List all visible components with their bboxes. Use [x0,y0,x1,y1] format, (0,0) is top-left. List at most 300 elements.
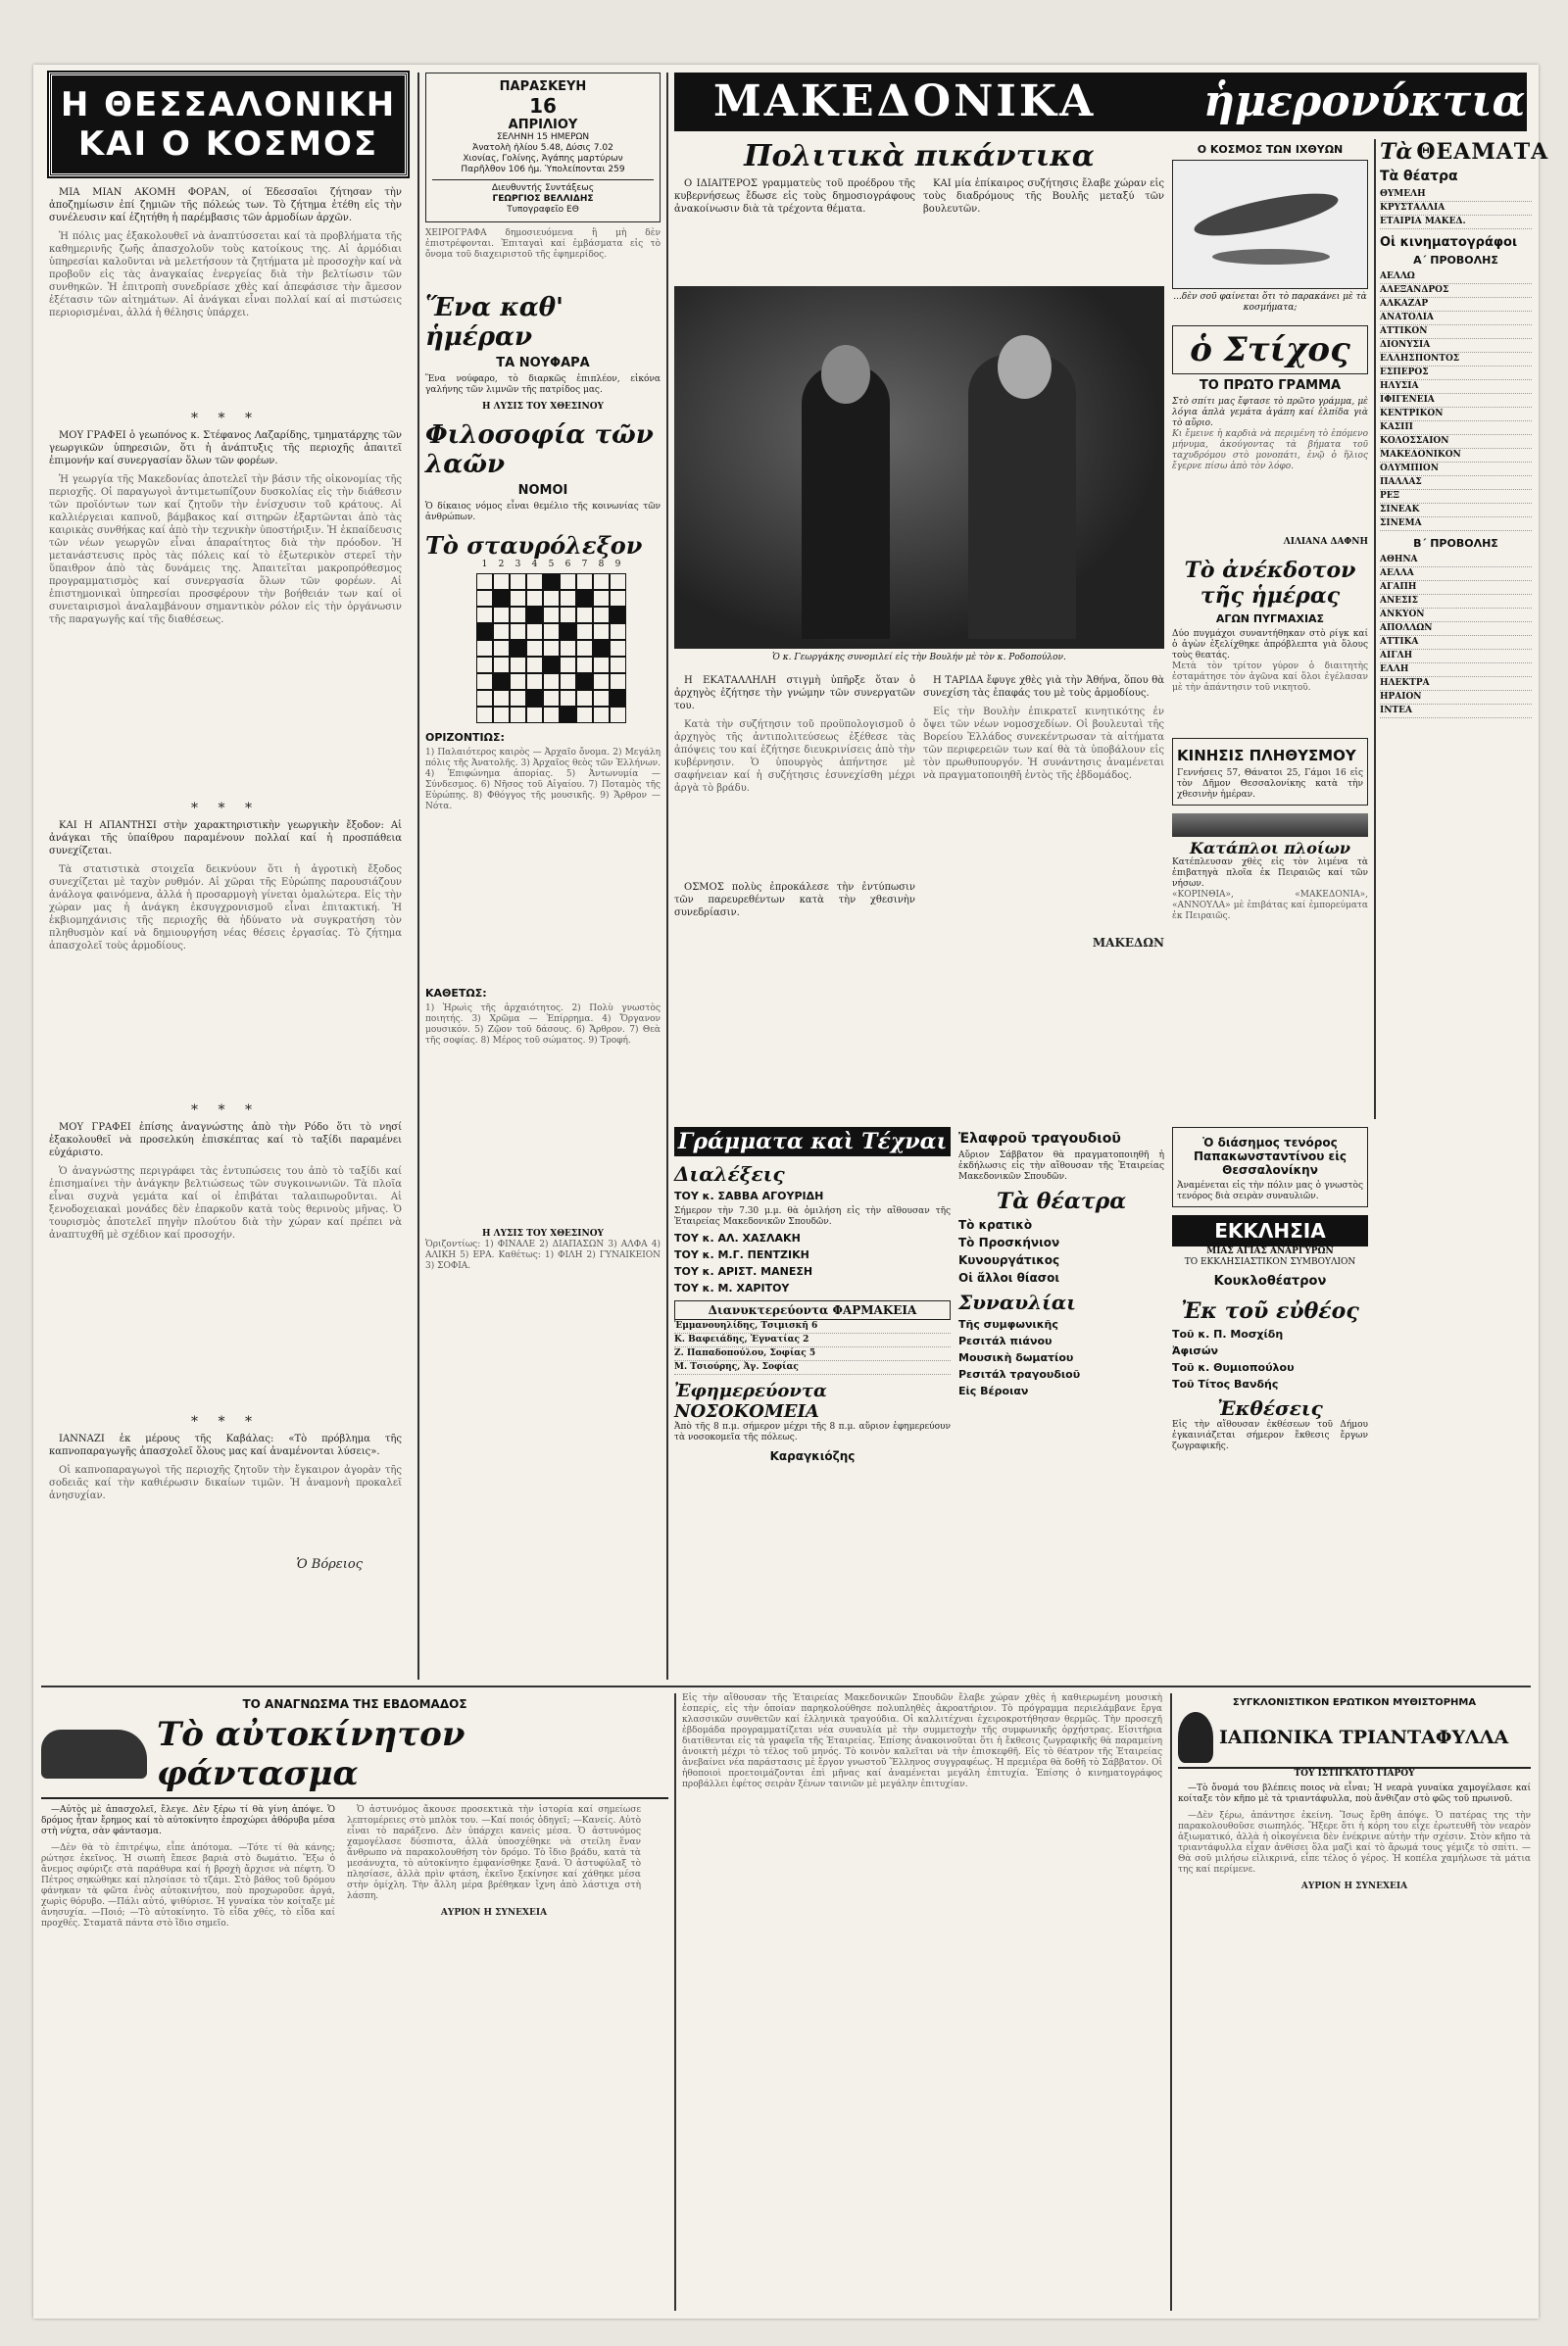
novel-1-filler: Ὁ ἀστυνόμος ἄκουσε προσεκτικὰ τὴν ἱστορία καί σημείωσε λεπτομέρειες στὸ μπλὸκ του. —Καί ποιός ὁδηγεῖ; —Κανείς. Αὐτὸ εἶναι τὸ παράξενο. Δὲν ὑπάρχει κανεὶς μέσα. Ὁ ἀστυνόμος χαμογέλασε δύσπιστα, ἀλλὰ ὑποσχέθηκε νὰ στείλη ἕναν ἄνθρωπο νὰ παρακολουθήση τὸν δρόμο. Τὸ ἴδιο βράδυ, κατὰ τὰ μεσάνυχτα, τὸ αὐτοκίνητο ἐμφανίσθηκε ξανά. Ὁ ἀστυφύλαξ τὸ πλησίασε, ἀλλὰ πρὶν φτάση, ἐκεῖνο ξεκίνησε καί χάθηκε μέσα στὴν ὁμίχλη. Τὴν ἄλλη μέρα βρέθηκαν ἴχνη ἀπὸ λάστιχα στὴ λάσπη. [347,1805,641,1901]
philosophy-section [425,420,661,523]
direct-sub3: Τοῦ κ. Θυμιοπούλου [1172,1361,1295,1374]
editor-title: Διευθυντής Συντάξεως [491,183,595,193]
left-filler-text: Ἡ πόλις μας ἐξακολουθεῖ νὰ ἀναπτύσσεται καί τὰ προβλήματα τῆς καθημερινῆς ζωῆς ἀπασχολοῦν τοὺς κατοίκους της. Αἱ ἀρμόδιαι ὑπηρεσίαι καλοῦνται νὰ μελετήσουν τὰ ζητήματα μὲ προσοχὴν καί νὰ προβοῦν εἰς τὰς ἀναγκαίας ἐνεργείας διὰ τὴν βελτίωσιν τῶν συνθηκῶν. Ἡ ἐπιτροπὴ συνεδρίασε χθὲς καί ἀπεφάσισε τὴν ἄμεσον ἐξέτασιν τῶν αἰτημάτων. Αἱ ἀνάγκαι εἶναι πολλαί καί αἱ πιστώσεις περιορισμέναι, ἀλλά ἡ θέλησις ὑπάρχει. [49,231,402,318]
crossword-cell [510,573,526,590]
theatre-list [1380,188,1532,229]
recital2-title: Ρεσιτάλ τραγουδιοῦ [958,1368,1081,1381]
cinema-item: ΚΑΣΙΠ [1380,421,1532,435]
crossword-cell [543,640,560,657]
politika-paragraph: ΟΣΜΟΣ πολὺς ἐπροκάλεσε τὴν ἐντύπωσιν τῶν παρευρεθέντων κατὰ τὴν χθεσινὴν συνεδρίασιν. [674,882,915,918]
notice-text: ΧΕΙΡΟΓΡΑΦΑ δημοσιευόμενα ἢ μὴ δὲν ἐπιστρέφονται. Ἐπιταγαὶ καί ἐμβάσματα εἰς τὸ ὄνομα τοῦ διαχειριστοῦ τῆς ἐφημερίδος. [425,228,661,260]
cinema-item: ΙΝΤΕΑ [1380,705,1532,718]
cinema-item: ΠΑΛΛΑΣ [1380,476,1532,490]
crossword-cell [593,707,610,723]
crossword-grid [476,573,626,723]
crossword-cell [510,607,526,623]
cinema-item: ΑΕΛΛΑ [1380,567,1532,581]
second-run-heading: Β΄ ΠΡΟΒΟΛΗΣ [1413,537,1498,550]
crossword-cell [543,707,560,723]
banner-part-1: ΜΑΚΕΔΟΝΙΚΑ [713,76,1097,126]
crossword-black-cell [543,657,560,673]
left-filler-text: Τὰ στατιστικὰ στοιχεῖα δεικνύουν ὅτι ἡ ἀγροτικὴ ἔξοδος συνεχίζεται μὲ ταχὺν ρυθμόν. Αἱ χῶραι τῆς Εὐρώπης παρουσιάζουν ἀνάλογα φαινόμενα, ἀλλά ἡ προσαρμογὴ γίνεται ὁμαλώτερα. Εἰς τὴν χώραν μας ἡ ἀνάγκη ἐκσυγχρονισμοῦ εἶναι ἐπιτακτική. Ἡ ἐκβιομηχάνισις τῆς περιοχῆς θὰ ἠδύνατο νὰ συγκρατήση τὸν πληθυσμὸν καί νὰ δημιουργήση νέας θέσεις ἐργασίας. Τὸ ζήτημα ἀπασχολεῖ τοὺς ἀρμοδίους. [49,864,402,952]
date-box [425,73,661,222]
crossword-cell [476,640,493,657]
direct-sub4: Τοῦ Τίτος Βανδής [1172,1378,1279,1391]
left-filler-text: Ἡ γεωργία τῆς Μακεδονίας ἀποτελεῖ τὴν βάσιν τῆς οἰκονομίας τῆς περιοχῆς. Οἱ παραγωγοὶ ἀντιμετωπίζουν δυσκολίας εἰς τὴν διάθεσιν τῶν προϊόντων των καί ζητοῦν τὴν ἐνίσχυσιν τοῦ κράτους. Αἱ καλλιέργειαι καπνοῦ, βάμβακος καί σιτηρῶν ἐξαρτῶνται ἀπὸ τὰς καιρικὰς συνθήκας καί ἀπὸ τὴν τεχνικὴν ὑποστήριξιν. Ἡ ἐκπαίδευσις τῶν νέων γεωργῶν εἶναι ἀπαραίτητος διὰ τὴν πρόοδον. Ἡ μετανάστευσις πρὸς τὰς πόλεις καί τὸ ἐξωτερικὸν στερεῖ τὴν ὕπαιθρον ἀπὸ τὰς δυνάμεις της. Ἀπαιτεῖται μακροπρόθεσμος προγραμματισμὸς καί συνεργασία ὅλων τῶν φορέων. Αἱ ἐπιστημονικαὶ ὑπηρεσίαι προσφέρουν τὴν βοήθειάν των καί οἱ συνεταιρισμοὶ ἀναλαμβάνουν σημαντικὸν ρόλον εἰς τὴν ὀργάνωσιν τῆς παραγωγῆς καί τῆς διαθέσεως. [49,474,402,625]
date-day: ΠΑΡΑΣΚΕΥΗ [499,79,587,94]
newspaper-page [33,65,1549,2319]
section-rule [41,1686,1531,1687]
down-label: ΚΑΘΕΤΩΣ: [425,987,487,1000]
date-month: ΑΠΡΙΛΙΟΥ [508,118,578,132]
photo-head-left [821,345,870,404]
novel-1-title: Τὸ αὐτοκίνητον φάντασμα [156,1715,466,1793]
lecture-text: Σήμερον τὴν 7.30 μ.μ. θὰ ὁμιλήση εἰς τὴν αἴθουσαν τῆς Ἑταιρείας Μακεδονικῶν Σπουδῶν. [674,1206,951,1227]
crossword-cell [576,657,593,673]
novel-2-body [1178,1784,1531,2293]
movement-title: ΚΙΝΗΣΙΣ ΠΛΗΘΥΣΜΟΥ [1177,747,1356,764]
theatre-heading: Τὰ θέατρα [1380,169,1458,184]
crossword-black-cell [610,607,626,623]
exhibitions-title: Ἐκθέσεις [1217,1396,1323,1420]
header-line-2: ΚΑΙ Ο ΚΟΣΜΟΣ [77,124,379,164]
stichos-subtitle: ΤΟ ΠΡΩΤΟ ΓΡΑΜΜΑ [1199,378,1342,393]
crossword-cell [526,673,543,690]
crossword-black-cell [576,673,593,690]
crossword-black-cell [493,590,510,607]
recital1-title: Ρεσιτάλ πιάνου [958,1335,1053,1347]
crossword-cell [526,623,543,640]
crossword-cell [576,623,593,640]
crossword-cell [476,573,493,590]
daily-text: Ἕνα νούφαρο, τὸ διαρκῶς ἐπιπλέον, εἰκόνα γαλήνης τῶν λιμνῶν τῆς πατρίδος μας. [425,374,661,395]
date-moon: ΣΕΛΗΝΗ 15 ΗΜΕΡΩΝ [496,132,590,142]
cinema-item: ΑΕΛΛΩ [1380,270,1532,284]
pharmacy-item: Ἐμμανουηλίδης, Τσιμισκῆ 6 [674,1320,951,1334]
crossword-cell [610,590,626,607]
daily-column [425,293,661,413]
pharmacy-list [674,1320,951,1375]
crossword-cell [610,673,626,690]
theamata-section [1380,139,1549,1609]
crossword-cell [560,673,576,690]
second-run-list [1380,554,1532,718]
crossword-cell [593,623,610,640]
left-filler-text: Ὁ ἀναγνώστης περιγράφει τὰς ἐντυπώσεις του ἀπὸ τὸ ταξίδι καί ἐπισημαίνει τὴν ἀνάγκην βελτιώσεως τῶν συγκοινωνιῶν. Τὰ πλοῖα εἶναι συχνὰ γεμάτα καί οἱ ἐπιβάται ταλαιπωροῦνται. Αἱ ξενοδοχειακαὶ μονάδες δὲν ἐπαρκοῦν κατὰ τοὺς θερινοὺς μῆνας. Ὁ τουρισμὸς ἀποτελεῖ πηγὴν πλούτου διὰ τὴν χώραν καί πρέπει νὰ ἀναπτυχθῆ μὲ σχέδιον καί προσοχήν. [49,1166,402,1241]
crossword-cell [493,657,510,673]
crossword-cell [560,590,576,607]
fish-cartoon [1172,160,1368,289]
novel-2-tomorrow: ΑΥΡΙΟΝ Η ΣΥΝΕΧΕΙΑ [1300,1882,1408,1891]
crossword-cell [476,590,493,607]
movement-text: Γεννήσεις 57, Θάνατοι 25, Γάμοι 16 εἰς τὸν Δῆμον Θεσσαλονίκης κατὰ τὴν χθεσινὴν ἡμέραν. [1177,768,1363,800]
date-remaining: Παρῆλθον 106 ἡμ. Ὑπολείπονται 259 [461,165,625,174]
crossword-cell [526,657,543,673]
daily-solution: Η ΛΥΣΙΣ ΤΟΥ ΧΘΕΣΙΝΟΥ [482,402,604,412]
crossword-cell [476,690,493,707]
cinema-list [1380,270,1532,531]
crossword-cell [510,673,526,690]
column-rule [1170,1693,1172,2311]
crossword-cell [543,690,560,707]
crossword-black-cell [526,607,543,623]
crossword-cell [476,657,493,673]
church-line2: ΤΟ ΕΚΚΛΗΣΙΑΣΤΙΚΟΝ ΣΥΜΒΟΥΛΙΟΝ [1184,1257,1356,1267]
left-signature: Ὁ Βόρειος [296,1557,363,1572]
crossword-cell [493,640,510,657]
crossword-cell [610,623,626,640]
crossword-black-cell [493,673,510,690]
daily-subtitle: ΤΑ ΝΟΥΦΑΡΑ [496,356,590,370]
letters-title: Γράμματα καὶ Τέχναι [674,1127,951,1156]
thessaloniki-header [49,73,408,176]
crossword-number: 7 [581,560,588,569]
music-title: Ἐλαφροῦ τραγουδιοῦ [958,1131,1121,1147]
across-label: ΟΡΙΖΟΝΤΙΩΣ: [425,731,505,744]
hospitals-title: Ἐφημερεύοντα ΝΟΣΟΚΟΜΕΙΑ [674,1381,827,1422]
crossword-cell [593,573,610,590]
novel-1-tomorrow: ΑΥΡΙΟΝ Η ΣΥΝΕΧΕΙΑ [440,1908,548,1918]
theamata-prefix: Τὰ [1380,139,1413,165]
crossword-cell [610,640,626,657]
music-theatre-title: Τὰ θέατρα [996,1189,1127,1214]
crossword-cell [510,690,526,707]
crossword-cell [593,590,610,607]
fish-title: Ο ΚΟΣΜΟΣ ΤΩΝ ΙΧΘΥΩΝ [1197,143,1344,156]
crossword-title: Τὸ σταυρόλεξον [425,531,643,560]
proskinio-title: Τὸ Προσκήνιον [958,1236,1060,1249]
crossword-cell [493,707,510,723]
crossword-cell [576,607,593,623]
cinema-item: ΡΕΞ [1380,490,1532,504]
church-subtitle: ΜΙΑΣ ΑΓΙΑΣ ΑΝΑΡΓΥΡΩΝ [1206,1246,1334,1256]
cinema-item: ΚΕΝΤΡΙΚΟΝ [1380,408,1532,421]
crossword-cell [526,590,543,607]
philosophy-title: Φιλοσοφία τῶν λαῶν [425,420,654,479]
cinema-item: ΑΘΗΝΑ [1380,554,1532,567]
karagiozis-title: Καραγκιόζης [769,1449,856,1463]
novel-1-section [41,1693,668,2311]
politika-filler: Κατὰ τὴν συζήτησιν τοῦ προϋπολογισμοῦ ὁ ἀρχηγὸς τῆς ἀντιπολιτεύσεως ἐξέθεσε τὰς ἀπόψεις του καί ἐζήτησε διευκρινίσεις ἀπὸ τὴν κυβέρνησιν. Ὁ ὑπουργὸς ἀπήντησε μὲ σαφήνειαν καί ἡ συζήτησις ἐσυνεχίσθη μέχρι ἀργὰ τὸ βράδυ. [674,719,915,794]
crossword-section [425,531,661,1308]
cinema-item: ΕΛΛΗΣΠΟΝΤΟΣ [1380,353,1532,367]
novel-2-filler: —Δὲν ξέρω, ἀπάντησε ἐκείνη. Ἴσως ἔρθη ἀπόψε. Ὁ πατέρας της τὴν παρακολουθοῦσε σιωπηλός. Ἤξερε ὅτι ἡ κόρη του εἶχε ἐρωτευθῆ τὸν νεαρὸν ἀξιωματικό, ἀλλὰ ἡ οἰκογένεια δὲν ἐνέκρινε αὐτὴν τὴν σχέσιν. Στὸν κῆπο τὰ τριαντάφυλλα εἶχαν ἀνθίσει ὅλα μαζὶ καί τὸ ἄρωμά τους γέμιζε τὸ σπίτι. —Θὰ σοῦ μιλήσω εἰλικρινά, εἶπε τέλος ὁ γέρος. Ἡ κοπέλα χαμήλωσε τὰ μάτια της καί περίμενε. [1178,1811,1531,1875]
cinema-item: ΗΛΕΚΤΡΑ [1380,677,1532,691]
crossword-cell [576,640,593,657]
cinema-item: ΑΝΑΤΟΛΙΑ [1380,312,1532,325]
crossword-cell [476,607,493,623]
crossword-cell [510,590,526,607]
lecture-2: ΤΟΥ κ. ΑΛ. ΧΑΣΛΑΚΗ [674,1232,801,1245]
middle-bottom-section [682,1693,1162,2311]
pharmacy-item: Κ. Βαφειάδης, Ἐγνατίας 2 [674,1334,951,1347]
stichos-header [1172,325,1368,374]
car-icon [41,1730,147,1779]
novel-1-col-b [347,1805,641,2334]
tenor-title: Ὁ διάσημος τενόρος Παπακωνσταντίνου εἰς Θεσσαλονίκην [1193,1136,1348,1177]
separator-stars: * * * [191,411,260,426]
crossword-cell [493,623,510,640]
politika-section [674,139,1164,1119]
crossword-cell [576,573,593,590]
lecture-3: ΤΟΥ κ. Μ.Γ. ΠΕΝΤΖΙΚΗ [674,1248,809,1261]
lecture-4: ΤΟΥ κ. ΑΡΙΣΤ. ΜΑΝΕΣΗ [674,1265,813,1278]
crossword-numbers [476,560,661,573]
ships-title: Κατάπλοι πλοίων [1190,839,1350,857]
politika-paragraph: Η ΕΚΑΤΑΛΛΗΛΗ στιγμὴ ὑπῆρξε ὅταν ὁ ἀρχηγὸς ἐζήτησε τὴν γνώμην τῶν συνεργατῶν του. [674,675,915,711]
cinema-item: ΑΝΚΥΟΝ [1380,609,1532,622]
crossword-cell [526,573,543,590]
crossword-number: 5 [548,560,555,569]
cinema-item: ΑΤΤΙΚΑ [1380,636,1532,650]
photo-head-right [998,335,1052,399]
novel-2-title: ΙΑΠΩΝΙΚΑ ΤΡΙΑΝΤΑΦΥΛΛΑ [1219,1727,1509,1748]
middle-bottom-text: Εἰς τὴν αἴθουσαν τῆς Ἑταιρείας Μακεδονικῶν Σπουδῶν ἔλαβε χώραν χθὲς ἡ καθιερωμένη μουσικὴ ἑσπερίς, εἰς τὴν ὁποίαν παρηκολούθησε πολυπληθὲς ἀκροατήριον. Τὸ πρόγραμμα περιελάμβανε ἔργα κλασσικῶν συνθετῶν καί ἑλληνικὰ τραγούδια. Οἱ καλλιτέχναι ἐχειροκροτήθησαν θερμῶς. Τὴν προσεχῆ ἑβδομάδα προγραμματίζεται νέα συναυλία μὲ τὴν συμμετοχὴν τῆς συμφωνικῆς ὀρχήστρας. Εἰσιτήρια διατίθενται εἰς τὰ γραφεῖα τῆς Ἑταιρείας. Ἐπίσης ἀνακοινοῦται ὅτι ἡ ἔκθεσις ζωγραφικῆς θὰ παραμείνη ἀνοικτὴ μέχρι τὸ τέλος τοῦ μηνός. Τὸ κοινὸν καλεῖται νὰ τὴν ἐπισκεφθῆ. Εἰς τὸ θέατρον τῆς Ἑταιρείας ἀνεβαίνει νέα παράστασις μὲ ἔργον γνωστοῦ Ἕλληνος συγγραφέως. Ἡ πρεμιέρα θὰ δοθῆ τὸ Σάββατον. Οἱ ἠθοποιοὶ προετοιμάζονται ἐπὶ μῆνας καί ἀναμένεται μεγάλη ἐπιτυχία. Ἐπίσης ὁ κινηματογράφος προβάλλει ἐφέτος σειρὰν ξένων ταινιῶν μὲ μεγάλην ἐπιτυχίαν. [682,1693,1162,1789]
left-column [41,73,410,1680]
crossword-number: 6 [564,560,571,569]
crossword-cell [560,607,576,623]
header-line-1: Η ΘΕΣΣΑΛΟΝΙΚΗ [60,85,397,124]
kratiko-title: Τὸ κρατικὸ [958,1218,1033,1232]
crossword-black-cell [543,573,560,590]
crossword-cell [510,707,526,723]
crossword-number: 3 [514,560,521,569]
philosophy-subtitle: ΝΟΜΟΙ [517,483,568,498]
crossword-cell [543,607,560,623]
stichos-filler: Κι ἔμεινε ἡ καρδιὰ νὰ περιμένη τὸ ἑπόμενο μήνυμα, ἀκούγοντας τὰ βήματα τοῦ ταχυδρόμου στὸ μονοπάτι, ἐνῷ ὁ ἥλιος ἔγερνε πίσω ἀπὸ τὸν λόφο. [1172,429,1368,471]
music-text: Αὔριον Σάββατον θὰ πραγματοποιηθῆ ἡ ἐκδήλωσις εἰς τὴν αἴθουσαν τῆς Ἑταιρείας Μακεδονικῶν Σπουδῶν. [958,1150,1164,1182]
politika-col-b [923,674,1164,950]
cinema-item: ΑΤΤΙΚΟΝ [1380,325,1532,339]
fish-shape [1212,249,1330,265]
crossword-clues-down: 1) Ἡρωὶς τῆς ἀρχαιότητος. 2) Πολὺ γνωστὸς ποιητής. 3) Χρῶμα — Ἐπίρρημα. 4) Ὄργανον μουσικόν. 5) Ζῷον τοῦ δάσους. 6) Ἄρθρον. 7) Θεὰ τῆς σοφίας. 8) Μέρος τοῦ σώματος. 9) Τροφή. [425,1003,661,1046]
tenor-text: Ἀναμένεται εἰς τὴν πόλιν μας ὁ γνωστὸς τενόρος διὰ σειρὰν συναυλιῶν. [1177,1181,1363,1201]
crossword-cell [593,657,610,673]
philosophy-text: Ὁ δίκαιος νόμος εἶναι θεμέλιο τῆς κοινωνίας τῶν ἀνθρώπων. [425,502,661,522]
politika-title: Πολιτικὰ πικάντικα [744,139,1095,173]
left-paragraph: ΜΟΥ ΓΡΑΦΕΙ ἐπίσης ἀναγνώστης ἀπὸ τὴν Ρόδο ὅτι τὸ νησί ἐξακολουθεῖ νὰ προσελκύη ἐπισκέπτας καί τὸ ταξίδι παραμένει εὐχάριστο. [49,1122,402,1158]
crossword-cell [476,707,493,723]
politika-filler: Εἰς τὴν Βουλὴν ἐπικρατεῖ κινητικότης ἐν ὄψει τῶν νέων νομοσχεδίων. Οἱ βουλευταὶ τῆς Βορείου Ἑλλάδος συνεκέντρωσαν τὰ αἰτήματα τῶν περιφερειῶν των καί θὰ τὰ ὑποβάλουν εἰς τὸν πρωθυπουργόν. Ἡ συνάντησις ἀναμένεται νὰ πραγματοποιηθῆ ἐντὸς τῆς ἑβδομάδος. [923,707,1164,781]
crossword-black-cell [593,640,610,657]
crossword-cell [543,623,560,640]
novel-2-byline: ΤΟΥ ΙΣΤΙΓΚΑΤΟ ΓΙΑΡΟΥ [1294,1769,1415,1779]
date-number: 16 [529,94,557,118]
tenor-box [1172,1127,1368,1207]
cinema-item: ΕΛΛΗ [1380,663,1532,677]
separator-stars: * * * [191,1414,260,1430]
cinema-item: ΗΛΥΣΙΑ [1380,380,1532,394]
left-paragraph: ΙΑΝΝΑΖΙ ἐκ μέρους τῆς Καβάλας: «Τὸ πρόβλημα τῆς καπνοπαραγωγῆς ἀπασχολεῖ ὅλους μας καί ἀναμένονται λύσεις». [49,1434,402,1457]
separator-stars: * * * [191,1102,260,1118]
cinema-item: ΑΝΕΣΙΣ [1380,595,1532,609]
cinema-item: ΕΣΠΕΡΟΣ [1380,367,1532,380]
cinema-heading: Οἱ κινηματογράφοι [1380,235,1518,250]
crossword-number: 8 [598,560,605,569]
crossword-cell [493,690,510,707]
church-title: ΕΚΚΛΗΣΙΑ [1172,1215,1368,1246]
column-rule [417,73,419,1680]
crossword-cell [610,657,626,673]
lectures-title: Διαλέξεις [674,1162,785,1186]
crossword-black-cell [560,707,576,723]
politika-paragraph: Η ΤΑΡΙΔΑ ἔφυγε χθὲς γιὰ τὴν Ἀθήνα, ὅπου θὰ συνεχίση τὰς ἐπαφάς του μὲ τοὺς ἁρμοδίους. [923,675,1164,699]
separator-stars: * * * [191,801,260,816]
crossword-black-cell [560,623,576,640]
crossword-cell [543,673,560,690]
cinema-item: ΔΙΟΝΥΣΙΑ [1380,339,1532,353]
cinema-item: ΜΑΚΕΔΟΝΙΚΟΝ [1380,449,1532,463]
crossword-cell [526,707,543,723]
crossword-cell [510,657,526,673]
crossword-cell [593,607,610,623]
symphony-title: Τῆς συμφωνικῆς [958,1318,1058,1331]
novel-1-text: —Αὐτὸς μὲ ἀπασχολεῖ, ἔλεγε. Δὲν ξέρω τί θὰ γίνη ἀπόψε. Ὁ δρόμος ἦταν ἔρημος καί τὸ αὐτοκίνητο ἐπροχώρει ἀθόρυβα μέσα στὴ νύχτα, σὰν φάντασμα. [41,1805,335,1836]
movement-section [1172,738,1368,806]
photo-figure-left [802,365,890,639]
crossword-black-cell [510,640,526,657]
anecdote-subtitle: ΑΓΩΝ ΠΥΓΜΑΧΙΑΣ [1215,612,1325,625]
crossword-number: 1 [481,560,488,569]
stichos-text: Στὸ σπίτι μας ἔφτασε τὸ πρῶτο γράμμα, μὲ λόγια ἁπλὰ γεμάτα ἀγάπη καί ἐλπίδα γιὰ τὸ αὔριο. [1172,397,1368,428]
date-saints: Χιονίας, Γολίνης, Ἀγάπης μαρτύρων [463,154,623,164]
crossword-solution-text: Ὁριζοντίως: 1) ΦΙΝΑΛΕ 2) ΔΙΑΠΑΣΩΝ 3) ΑΛΦΑ 4) ΑΛΙΚΗ 5) ΕΡΑ. Καθέτως: 1) ΦΙΛΗ 2) ΓΥΝΑΙΚΕΙΟΝ 3) ΣΟΦΙΑ. [425,1240,661,1271]
cinema-item: ΣΙΝΕΑΚ [1380,504,1532,517]
novel-1-col-a [41,1805,335,2334]
banner-part-2: ἡμερονύκτια [1203,76,1526,126]
cinema-item: ΑΙΓΛΗ [1380,650,1532,663]
novel-1-header: ΤΟ ΑΝΑΓΝΩΣΜΑ ΤΗΣ ΕΒΔΟΜΑΔΟΣ [242,1697,467,1711]
crossword-cell [560,640,576,657]
cinema-item: ΟΛΥΜΠΙΟΝ [1380,463,1532,476]
cinema-item: ΗΡΑΙΟΝ [1380,691,1532,705]
theamata-title: ΘΕΑΜΑΤΑ [1416,139,1549,165]
pharmacies-title: Διανυκτερεύοντα ΦΑΡΜΑΚΕΙΑ [674,1300,951,1320]
crossword-black-cell [476,623,493,640]
politika-paragraph: ΚΑΙ μία ἐπίκαιρος συζήτησις ἔλαβε χώραν εἰς τοὺς διαδρόμους τῆς Βουλῆς μεταξύ τῶν βουλευτῶν. [923,178,1164,215]
woman-portrait-icon [1178,1712,1213,1763]
crossword-black-cell [610,690,626,707]
anecdote-section [1172,558,1368,730]
novel-1-filler: —Δὲν θὰ τὸ ἐπιτρέψω, εἶπε ἀπότομα. —Τότε τί θὰ κάνης; ρώτησε ἐκεῖνος. Ἡ σιωπὴ ἔπεσε βαριὰ στὸ δωμάτιο. Ἔξω ὁ ἄνεμος σφύριζε στὰ παράθυρα καί ἡ βροχὴ ἄρχισε νὰ πέφτη. Ὁ Πέτρος σηκώθηκε καί πλησίασε τὸ τζάμι. Στὸ βάθος τοῦ δρόμου φάνηκαν τὰ φῶτα ἑνὸς αὐτοκινήτου, ποὺ προχωροῦσε ἀργά, χωρὶς θόρυβο. —Πάλι αὐτό, ψιθύρισε. Ἡ γυναίκα τὸν κοίταξε μὲ ἀνησυχία. —Ποιό; —Τὸ αὐτοκίνητο. Τὸ εἶδα χθές, τὸ εἶδα καί προχθές. Σταματᾶ πάντα στὸ ἴδιο σημεῖο. [41,1843,335,1929]
crossword-clues-across: 1) Παλαιότερος καιρὸς — Ἀρχαῖο ὄνομα. 2) Μεγάλη πόλις τῆς Ἀνατολῆς. 3) Ἀρχαῖος θεὸς τῶν Ἑλλήνων. 4) Ἐπιφώνημα ἀπορίας. 5) Ἀντωνυμία — Σύνδεσμος. 6) Νῆσος τοῦ Αἰγαίου. 7) Ποταμὸς τῆς Εὐρώπης. 8) Φθόγγος τῆς μουσικῆς. 9) Ἄρθρον — Νότα. [425,748,661,811]
crossword-cell [526,640,543,657]
crossword-cell [493,573,510,590]
ships-section [1172,813,1368,949]
chamber-title: Μουσικὴ δωματίου [958,1351,1074,1364]
politika-signature: ΜΑΚΕΔΩΝ [1092,936,1164,950]
beroia-title: Εἰς Βέροιαν [958,1385,1029,1397]
lecture-1: ΤΟΥ κ. ΣΑΒΒΑ ΑΓΟΥΡΙΔΗ [674,1190,824,1202]
anecdote-text: Δύο πυγμάχοι συναντήθηκαν στὸ ρίγκ καί ὁ ἀγὼν ἐξελίχθηκε ἀπρόβλεπτα γιὰ ὅλους τοὺς θεατάς. [1172,629,1368,660]
column-rule [1374,139,1376,1119]
crossword-number: 9 [614,560,621,569]
novel-2-section [1178,1693,1531,2311]
crossword-cell [476,673,493,690]
crossword-cell [576,690,593,707]
kynoyrgos-title: Κυνουργάτικος [958,1253,1060,1267]
politika-col-a [674,674,915,950]
anecdote-title: Τὸ ἀνέκδοτον τῆς ἡμέρας [1184,558,1356,609]
photo-caption: Ὁ κ. Γεωργάκης συνομιλεί εἰς τὴν Βουλήν μὲ τὸν κ. Ροδοπούλον. [772,653,1066,662]
column-rule [674,1693,676,2311]
crossword-cell [610,573,626,590]
letters-section [674,1127,951,1676]
daily-title: Ἕνα καθ' ἡμέραν [425,293,564,352]
stichos-author: ΛΙΛΙΑΝΑ ΔΑΦΝΗ [1283,537,1368,547]
politika-right [923,177,1164,221]
crossword-cell [560,690,576,707]
left-paragraph: ΚΑΙ Η ΑΠΑΝΤΗΣΙ στὴν χαρακτηριστικὴν γεωργικὴν ἔξοδον: Αἱ ἀνάγκαι τῆς ὑπαίθρου παραμένουν πολλαί καί ἡ προσπάθεια συνεχίζεται. [49,820,402,856]
crossword-cell [510,623,526,640]
cinema-item: ΙΦΙΓΕΝΕΙΑ [1380,394,1532,408]
stichos-title: ὁ Στίχος [1190,330,1350,369]
cinema-item: ΑΓΑΠΗ [1380,581,1532,595]
date-sun: Ἀνατολὴ ἡλίου 5.48, Δύσις 7.02 [472,143,613,153]
cinema-item: ΣΙΝΕΜΑ [1380,517,1532,531]
exhibitions-text: Εἰς τὴν αἴθουσαν ἐκθέσεων τοῦ Δήμου ἐγκαινιάζεται σήμερον ἔκθεσις ἔργων ζωγραφικῆς. [1172,1420,1368,1451]
theatre-item: ΕΤΑΙΡΙΑ ΜΑΚΕΔ. [1380,216,1532,229]
right-lower-column [1172,1127,1368,1676]
crossword-cell [560,657,576,673]
fish-shape [1192,185,1342,245]
direct-sub2: Ἀφισών [1172,1344,1219,1357]
lecture-5: ΤΟΥ κ. Μ. ΧΑΡΙΤΟΥ [674,1282,790,1295]
fish-caption: ...δὲν σοῦ φαίνεται ὅτι τὸ παρακάνει μὲ τὰ κοσμήματα; [1173,292,1367,313]
left-filler-text: Οἱ καπνοπαραγωγοὶ τῆς περιοχῆς ζητοῦν τὴν ἔγκαιρον ἀγορὰν τῆς σοδειᾶς καί τὴν καθιέρωσιν δικαίων τιμῶν. Ἡ ἀναμονὴ προκαλεῖ ἀνησυχίαν. [49,1465,402,1501]
direct-sub1: Τοῦ κ. Π. Μοσχίδη [1172,1328,1284,1341]
concerts-title: Συναυλίαι [958,1291,1076,1314]
crossword-cell [543,590,560,607]
crossword-cell [610,707,626,723]
cinema-item: ΑΛΚΑΖΑΡ [1380,298,1532,312]
ships-filler: «ΚΟΡΙΝΘΙΑ», «ΜΑΚΕΔΟΝΙΑ», «ΑΝΝΟΥΛΑ» μὲ ἐπιβάτας καί ἐμπορεύματα ἐκ Πειραιῶς. [1172,890,1368,921]
crossword-black-cell [526,690,543,707]
crossword-cell [593,690,610,707]
first-run-heading: Α΄ ΠΡΟΒΟΛΗΣ [1413,254,1498,267]
anecdote-filler: Μετὰ τὸν τρίτον γύρον ὁ διαιτητὴς ἐσταμάτησε τὸν ἀγῶνα καί ὅλοι ἐγέλασαν μὲ τὴν ἀπάντησιν τοῦ νικητοῦ. [1172,661,1368,693]
pharmacy-item: Μ. Τσιούρης, Ἀγ. Σοφίας [674,1361,951,1375]
crossword-solution-title: Η ΛΥΣΙΣ ΤΟΥ ΧΘΕΣΙΝΟΥ [482,1229,604,1239]
theatre-item: ΚΡΥΣΤΑΛΛΙΑ [1380,202,1532,216]
left-paragraph: ΜΙΑ ΜΙΑΝ ΑΚΟΜΗ ΦΟΡΑΝ, οί Έδεσσαῖοι ζήτησαν τὴν ἀποζημίωσιν ἐπί ζημιῶν τῆς πόλεώς των. Τὸ ζήτημα ἐτέθη εἰς τὴν συνέλευσιν καί ἐζητήθη ἡ παρέμβασις τῶν ἀρμοδίων ἀρχῶν. [49,187,402,223]
direct-title: Ἐκ τοῦ εὐθέος [1181,1298,1359,1324]
cinema-item: ΑΛΕΞΑΝΔΡΟΣ [1380,284,1532,298]
crossword-cell [576,707,593,723]
crossword-black-cell [576,590,593,607]
crossword-cell [560,573,576,590]
column-rule [666,73,668,1680]
cinema-item: ΚΟΛΟΣΣΑΙΟΝ [1380,435,1532,449]
puppets-title: Κουκλοθέατρον [1213,1274,1327,1289]
cinema-item: ΑΠΟΛΛΩΝ [1380,622,1532,636]
novel-2-header: ΣΥΓΚΛΟΝΙΣΤΙΚΟΝ ΕΡΩΤΙΚΟΝ ΜΥΘΙΣΤΟΡΗΜΑ [1232,1697,1477,1708]
left-paragraph: ΜΟΥ ΓΡΑΦΕΙ ὁ γεωπόνος κ. Στέφανος Λαζαρίδης, τμηματάρχης τῶν γεωργικῶν ὑπηρεσιῶν, ὅτι ἡ ἀνάπτυξις τῆς περιοχῆς ἀπαιτεῖ ἐπιμονήν καί συνεργασίαν ὅλων τῶν φορέων. [49,430,402,466]
crossword-cell [493,607,510,623]
printer: Τυπογραφεῖο ΕΘ [507,205,579,215]
politika-left [674,177,915,221]
left-article [41,176,410,1571]
synoikia-section [1380,1617,1532,1676]
makedonika-banner [674,73,1527,131]
politika-photo [674,286,1164,649]
ship-icon [1172,813,1368,837]
others-title: Οἱ ἄλλοι θίασοι [958,1271,1060,1285]
pharmacy-item: Ζ. Παπαδοπούλου, Σοφίας 5 [674,1347,951,1361]
crossword-number: 2 [498,560,505,569]
theatre-item: ΘΥΜΕΛΗ [1380,188,1532,202]
ships-text: Κατέπλευσαν χθὲς εἰς τὸν λιμένα τὰ ἐπιβατηγὰ πλοῖα ἐκ Πειραιῶς καί τῶν νήσων. [1172,857,1368,889]
